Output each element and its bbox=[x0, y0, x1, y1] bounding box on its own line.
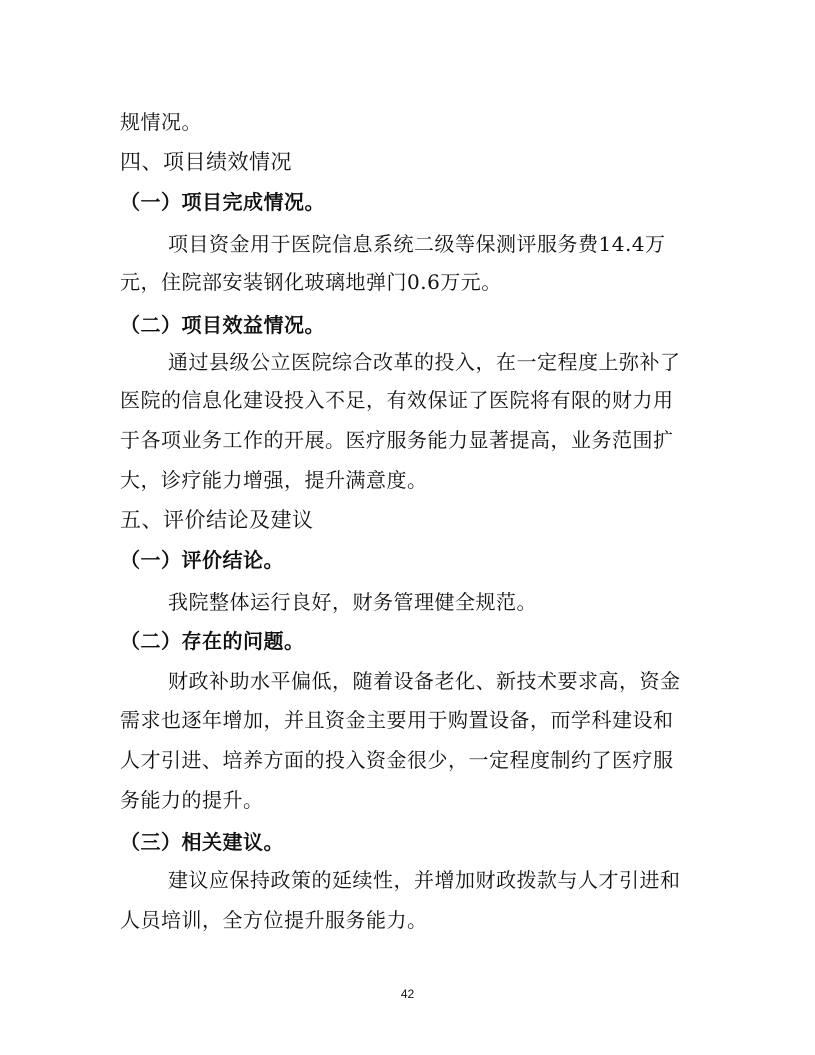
subheading-existing-problems: （二）存在的问题。 bbox=[120, 629, 305, 653]
section-heading-conclusion: 五、评价结论及建议 bbox=[120, 508, 314, 532]
paragraph-suggestions-line: 人员培训，全方位提升服务能力。 bbox=[120, 908, 428, 932]
paragraph-completion-line: 项目资金用于医院信息系统二级等保测评服务费14.4万 bbox=[168, 232, 666, 256]
paragraph-benefit-line: 通过县级公立医院综合改革的投入，在一定程度上弥补了 bbox=[168, 350, 681, 374]
subheading-evaluation-conclusion: （一）评价结论。 bbox=[120, 548, 284, 572]
paragraph-continuation: 规情况。 bbox=[120, 110, 202, 134]
paragraph-problems-line: 需求也逐年增加，并且资金主要用于购置设备，而学科建设和 bbox=[120, 708, 674, 732]
paragraph-benefit-line: 大，诊疗能力增强，提升满意度。 bbox=[120, 468, 428, 492]
section-heading-performance: 四、项目绩效情况 bbox=[120, 150, 292, 174]
subheading-related-suggestions: （三）相关建议。 bbox=[120, 830, 284, 854]
page-number: 42 bbox=[400, 987, 415, 1001]
paragraph-completion-line: 元，住院部安装钢化玻璃地弹门0.6万元。 bbox=[120, 270, 502, 294]
paragraph-suggestions-line: 建议应保持政策的延续性，并增加财政拨款与人才引进和 bbox=[168, 868, 681, 892]
paragraph-problems-line: 财政补助水平偏低，随着设备老化、新技术要求高，资金 bbox=[168, 669, 681, 693]
subheading-benefit: （二）项目效益情况。 bbox=[120, 313, 325, 337]
paragraph-benefit-line: 于各项业务工作的开展。医疗服务能力显著提高，业务范围扩 bbox=[120, 428, 674, 452]
paragraph-conclusion-line: 我院整体运行良好，财务管理健全规范。 bbox=[168, 590, 537, 614]
paragraph-benefit-line: 医院的信息化建设投入不足，有效保证了医院将有限的财力用 bbox=[120, 388, 674, 412]
subheading-completion: （一）项目完成情况。 bbox=[120, 190, 325, 214]
paragraph-problems-line: 人才引进、培养方面的投入资金很少，一定程度制约了医疗服 bbox=[120, 748, 674, 772]
paragraph-problems-line: 务能力的提升。 bbox=[120, 788, 264, 812]
